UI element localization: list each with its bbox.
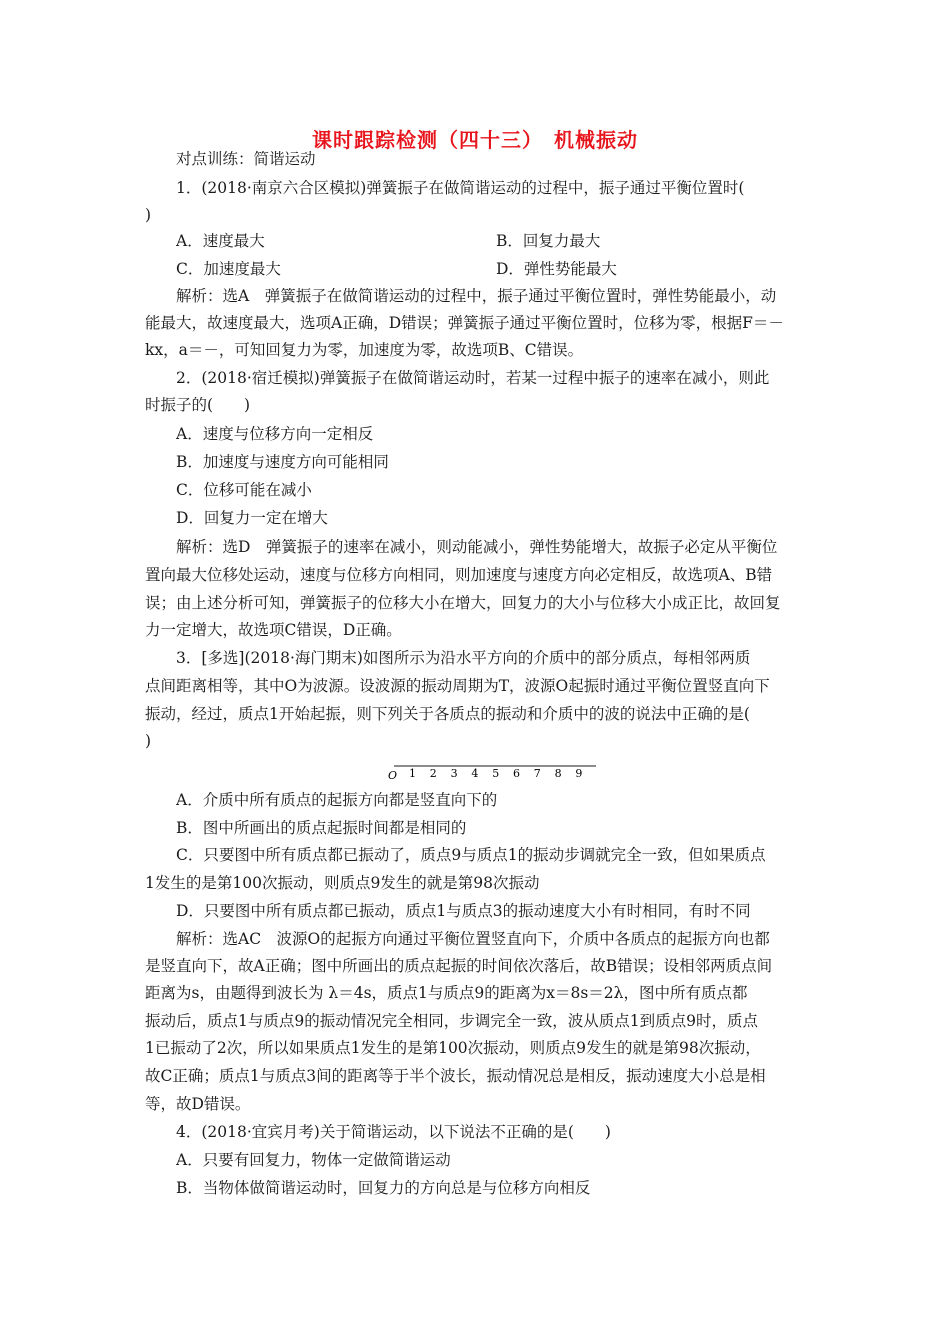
q3-stem-line-2: 点间距离相等，其中O为波源。设波源的振动周期为T，波源O起振时通过平衡位置竖直向下 bbox=[145, 677, 770, 695]
q2-answer-line-3: 误；由上述分析可知，弹簧振子的位移大小在增大，回复力的大小与位移大小成正比，故回复 bbox=[145, 594, 781, 612]
q2-option-c: C．位移可能在减小 bbox=[176, 481, 312, 499]
page-title: 课时跟踪检测（四十三） 机械振动 bbox=[312, 128, 638, 152]
q1-option-b: B．回复力最大 bbox=[496, 232, 601, 250]
q3-answer-line-4: 振动后，质点1与质点9的振动情况完全相同，步调完全一致，波从质点1到质点9时，质点 bbox=[145, 1012, 758, 1030]
q3-option-d: D．只要图中所有质点都已振动，质点1与质点3的振动速度大小有时相同，有时不同 bbox=[176, 902, 751, 920]
q2-option-b: B．加速度与速度方向可能相同 bbox=[176, 453, 389, 471]
particle-tick-label: 5 bbox=[492, 767, 500, 780]
particle-tick-label: 1 bbox=[409, 767, 416, 780]
particle-tick-label: 3 bbox=[450, 767, 458, 780]
q3-stem-line-1: 3．[多选](2018·海门期末)如图所示为沿水平方向的介质中的部分质点，每相邻两质 bbox=[176, 649, 751, 667]
q3-answer-line-3: 距离为s，由题得到波长为 λ＝4s，质点1与质点9的距离为x＝8s＝2λ，图中所有质点都 bbox=[145, 984, 748, 1002]
q3-option-b: B．图中所画出的质点起振时间都是相同的 bbox=[176, 819, 467, 837]
particle-tick-label: 7 bbox=[533, 767, 541, 780]
q4-stem-line-1: 4．(2018·宜宾月考)关于简谐运动，以下说法不正确的是( ) bbox=[176, 1123, 611, 1141]
q1-answer-line-3: kx，a＝－，可知回复力为零，加速度为零，故选项B、C错误。 bbox=[145, 341, 584, 359]
q1-option-c: C．加速度最大 bbox=[176, 260, 281, 278]
origin-label: O bbox=[388, 769, 398, 782]
axis-tick-labels bbox=[409, 767, 582, 780]
q2-option-a: A．速度与位移方向一定相反 bbox=[176, 425, 374, 443]
q2-answer-line-2: 置向最大位移处运动，速度与位移方向相同，则加速度与速度方向必定相反，故选项A、B错 bbox=[145, 566, 773, 584]
q1-stem-line-1: 1．(2018·南京六合区模拟)弹簧振子在做简谐运动的过程中，振子通过平衡位置时( bbox=[176, 179, 745, 197]
q4-option-a: A．只要有回复力，物体一定做简谐运动 bbox=[176, 1151, 451, 1169]
q2-option-d: D．回复力一定在增大 bbox=[176, 509, 328, 527]
particle-tick-label: 6 bbox=[513, 767, 520, 780]
q2-stem-line-1: 2．(2018·宿迁模拟)弹簧振子在做简谐运动时，若某一过程中振子的速率在减小，则此 bbox=[176, 369, 770, 387]
q3-answer-line-1: 解析：选AC 波源O的起振方向通过平衡位置竖直向下，介质中各质点的起振方向也都 bbox=[176, 930, 770, 948]
q3-option-a: A．介质中所有质点的起振方向都是竖直向下的 bbox=[176, 791, 498, 809]
q1-option-d: D．弹性势能最大 bbox=[496, 260, 617, 278]
q3-answer-line-7: 等，故D错误。 bbox=[145, 1095, 251, 1113]
q3-stem-line-3: 振动，经过，质点1开始起振，则下列关于各质点的振动和介质中的波的说法中正确的是( bbox=[145, 705, 750, 723]
q1-answer-line-1: 解析：选A 弹簧振子在做简谐运动的过程中，振子通过平衡位置时，弹性势能最小，动 bbox=[176, 287, 777, 305]
q2-stem-line-2: 时振子的( ) bbox=[145, 396, 251, 414]
q3-option-c-line-2: 1发生的是第100次振动，则质点9发生的就是第98次振动 bbox=[145, 874, 540, 892]
particle-tick-label: 4 bbox=[471, 767, 479, 780]
q2-answer-line-4: 力一定增大，故选项C错误，D正确。 bbox=[145, 621, 402, 639]
q1-option-a: A．速度最大 bbox=[176, 232, 265, 250]
q2-answer-line-1: 解析：选D 弹簧振子的速率在减小，则动能减小，弹性势能增大，故振子必定从平衡位 bbox=[176, 538, 778, 556]
q3-answer-line-5: 1已振动了2次，所以如果质点1发生的是第100次振动，则质点9发生的就是第98次振动， bbox=[145, 1039, 761, 1057]
q3-answer-line-2: 是竖直向下，故A正确；图中所画出的质点起振的时间依次落后，故B错误；设相邻两质点间 bbox=[145, 957, 773, 975]
q3-stem-line-4: ) bbox=[145, 732, 152, 750]
section-heading: 对点训练：简谐运动 bbox=[176, 150, 316, 168]
particle-tick-label: 2 bbox=[429, 767, 437, 780]
q4-option-b: B．当物体做简谐运动时，回复力的方向总是与位移方向相反 bbox=[176, 1179, 591, 1197]
particle-tick-label: 8 bbox=[554, 767, 562, 780]
particle-tick-label: 9 bbox=[575, 767, 583, 780]
q3-option-c-line-1: C．只要图中所有质点都已振动了，质点9与质点1的振动步调就完全一致，但如果质点 bbox=[176, 846, 766, 864]
q3-answer-line-6: 故C正确；质点1与质点3间的距离等于半个波长，振动情况总是相反，振动速度大小总是相 bbox=[145, 1067, 766, 1085]
q1-answer-line-2: 能最大，故速度最大，选项A正确，D错误；弹簧振子通过平衡位置时，位移为零，根据F＝－ bbox=[145, 314, 784, 332]
q1-stem-line-2: ) bbox=[145, 206, 152, 224]
